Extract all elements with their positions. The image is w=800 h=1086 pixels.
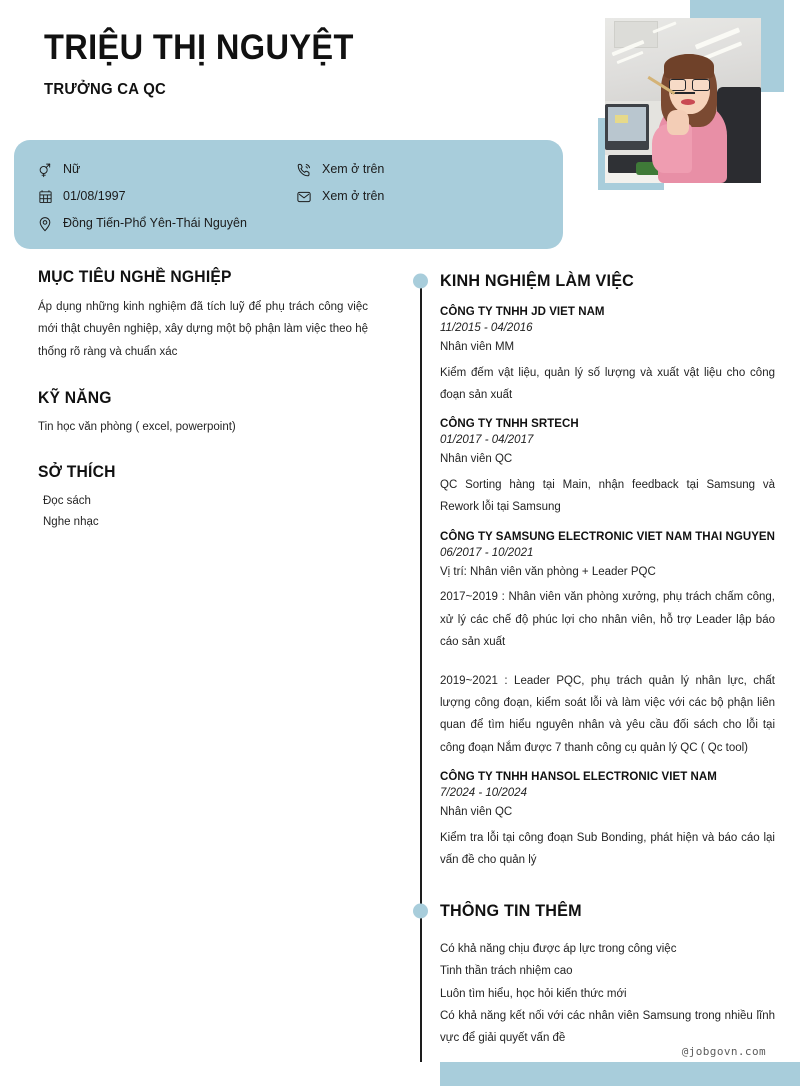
section-heading-hobbies: SỞ THÍCH bbox=[38, 462, 116, 481]
right-column bbox=[413, 268, 775, 1050]
envelope-icon bbox=[295, 188, 313, 206]
timeline bbox=[413, 268, 775, 1050]
experience-role: Nhân viên QC bbox=[440, 806, 513, 819]
section-heading-additional-info: THÔNG TIN THÊM bbox=[440, 900, 582, 920]
avatar bbox=[605, 18, 761, 183]
experience-company: CÔNG TY TNHH HANSOL ELECTRONIC VIET NAM bbox=[440, 771, 717, 784]
experience-entry bbox=[440, 418, 775, 518]
experience-role: Nhân viên QC bbox=[440, 453, 513, 466]
info-row-birthdate bbox=[36, 183, 247, 210]
info-value-email: Xem ở trên bbox=[322, 189, 385, 204]
experience-description: 2017~2019 : Nhân viên văn phòng xưởng, phụ trách chấm công, xử lý các chế độ phúc lợi cho nhân viên, hỗ trợ Leader lập báo cáo sản xuất bbox=[440, 591, 775, 649]
section-objective bbox=[38, 268, 368, 363]
section-additional-info bbox=[440, 898, 775, 1050]
footer-bar bbox=[440, 1062, 800, 1086]
additional-info-item: Có khả năng chịu được áp lực trong công việc bbox=[440, 942, 677, 955]
page-title: TRIỆU THỊ NGUYỆT bbox=[44, 28, 354, 67]
info-row-email bbox=[295, 183, 384, 210]
timeline-line bbox=[420, 280, 422, 1062]
contact-column-right bbox=[295, 156, 384, 210]
experience-role: Nhân viên MM bbox=[440, 341, 515, 353]
info-value-address: Đồng Tiến-Phổ Yên-Thái Nguyên bbox=[63, 216, 247, 231]
hobby-item: Đọc sách bbox=[43, 494, 91, 507]
timeline-dot-icon bbox=[413, 903, 428, 918]
phone-icon bbox=[295, 161, 313, 179]
additional-info-item: Tinh thần trách nhiệm cao bbox=[440, 965, 573, 978]
experience-entry bbox=[440, 771, 775, 871]
hobby-item: Nghe nhạc bbox=[43, 515, 99, 528]
additional-info-item: Luôn tìm hiểu, học hỏi kiến thức mới bbox=[440, 987, 627, 1000]
job-title: TRƯỞNG CA QC bbox=[44, 81, 167, 99]
experience-description: Kiểm tra lỗi tại công đoạn Sub Bonding, phát hiện và báo cáo lại vấn đề cho quản lý bbox=[440, 831, 775, 867]
section-heading-skills: KỸ NĂNG bbox=[38, 389, 112, 408]
section-heading-experience: KINH NGHIỆM LÀM VIỆC bbox=[440, 271, 635, 290]
watermark: @jobgovn.com bbox=[681, 1045, 766, 1058]
section-heading-row-experience bbox=[413, 268, 775, 294]
contact-column-left bbox=[36, 156, 247, 237]
experience-entry bbox=[440, 306, 775, 406]
info-row-address bbox=[36, 210, 247, 237]
experience-company: CÔNG TY TNHH SRTECH bbox=[440, 418, 579, 431]
calendar-icon bbox=[36, 188, 54, 206]
experience-description: QC Sorting hàng tại Main, nhận feedback tại Samsung và Rework lỗi tại Samsung bbox=[440, 478, 775, 514]
section-experience bbox=[440, 268, 775, 872]
gender-icon bbox=[36, 161, 54, 179]
contact-info-card bbox=[14, 140, 563, 249]
additional-info-list bbox=[440, 938, 775, 1050]
objective-text: Áp dụng những kinh nghiệm đã tích luỹ để phụ trách công việc mới thật chuyên nghiệp, xây dựng một bộ phận làm việc theo hệ thống rõ ràng và chuẩn xác bbox=[38, 301, 368, 358]
info-row-gender bbox=[36, 156, 247, 183]
experience-dates: 06/2017 - 10/2021 bbox=[440, 546, 534, 559]
experience-entry bbox=[440, 531, 775, 760]
section-heading-objective: MỤC TIÊU NGHỀ NGHIỆP bbox=[38, 268, 232, 286]
skill-item: Tin học văn phòng ( excel, powerpoint) bbox=[38, 421, 236, 434]
info-value-phone: Xem ở trên bbox=[322, 162, 385, 177]
experience-description: 2019~2021 : Leader PQC, phụ trách quản lý nhân lực, chất lượng công đoạn, kiểm soát lỗi và làm việc với các bộ phận liên quan để tìm hiểu nguyên nhân và yêu cầu đối sách cho lỗi tại công đoạn Nắm được 7 thanh công cụ quản lý QC ( Qc tool) bbox=[440, 674, 775, 754]
experience-company: CÔNG TY TNHH JD VIET NAM bbox=[440, 306, 605, 318]
experience-description: Kiểm đếm vật liệu, quản lý số lượng và xuất vật liệu cho công đoạn sản xuất bbox=[440, 366, 775, 401]
info-value-birthdate: 01/08/1997 bbox=[63, 189, 126, 204]
location-pin-icon bbox=[36, 215, 54, 233]
experience-dates: 11/2015 - 04/2016 bbox=[440, 322, 533, 334]
left-column bbox=[38, 268, 368, 559]
paragraph-gap bbox=[440, 654, 775, 670]
additional-info-item: Có khả năng kết nối với các nhân viên Samsung trong nhiều lĩnh vực để giải quyết vấn đề bbox=[440, 1009, 775, 1045]
name-block bbox=[44, 28, 377, 99]
photo-container bbox=[594, 0, 784, 195]
section-skills bbox=[38, 389, 368, 438]
info-value-gender: Nữ bbox=[63, 162, 81, 177]
section-heading-row-additional-info bbox=[413, 898, 775, 924]
experience-dates: 01/2017 - 04/2017 bbox=[440, 434, 534, 447]
section-hobbies bbox=[38, 463, 368, 534]
experience-company: CÔNG TY SAMSUNG ELECTRONIC VIET NAM THAI NGUYEN bbox=[440, 530, 776, 543]
experience-role: Vị trí: Nhân viên văn phòng + Leader PQC bbox=[440, 565, 656, 578]
info-row-phone bbox=[295, 156, 384, 183]
experience-dates: 7/2024 - 10/2024 bbox=[440, 787, 527, 800]
timeline-dot-icon bbox=[413, 274, 428, 289]
